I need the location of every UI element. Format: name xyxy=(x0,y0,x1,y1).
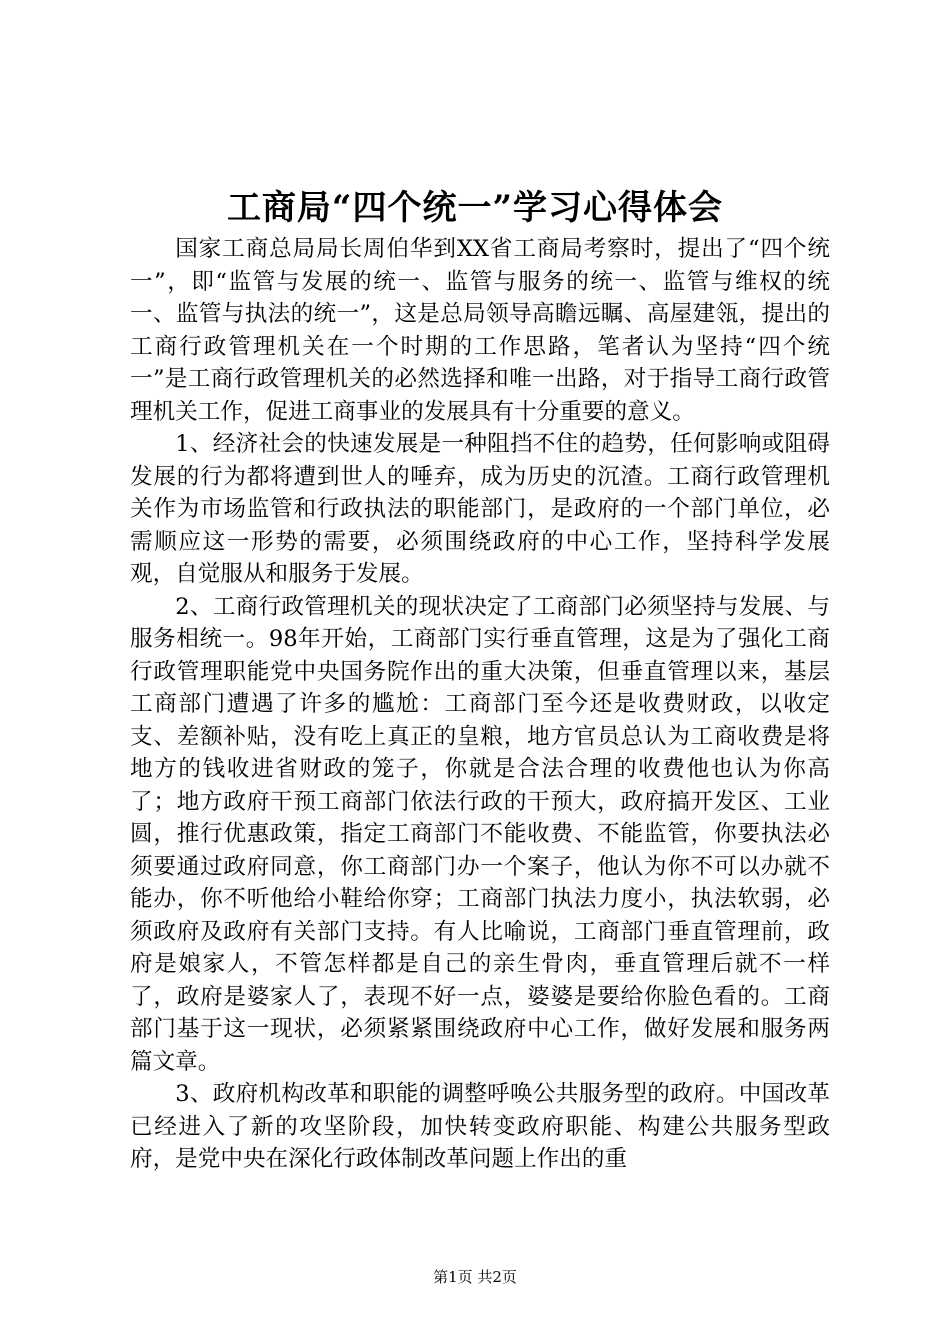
page-number-footer: 第1页 共2页 xyxy=(433,1268,517,1286)
paragraph-intro: 国家工商总局局长周伯华到XX省工商局考察时，提出了“四个统一”，即“监管与发展的统一、监管与服务的统一、监管与维权的统一、监管与执法的统一”，这是总局领导高瞻远瞩、高屋建瓴，提出的工商行政管理机关在一个时期的工作思路，笔者认为坚持“四个统一”是工商行政管理机关的必然选择和唯一出路，对于指导工商行政管理机关工作，促进工商事业的发展具有十分重要的意义。 xyxy=(130,236,830,425)
paragraph-point-1: 1、经济社会的快速发展是一种阻挡不住的趋势，任何影响或阻碍发展的行为都将遭到世人的唾弃，成为历史的沉渣。工商行政管理机关作为市场监管和行政执法的职能部门，是政府的一个部门单位，必需顺应这一形势的需要，必须围绕政府的中心工作，坚持科学发展观，自觉服从和服务于发展。 xyxy=(130,431,830,587)
paragraph-point-2: 2、工商行政管理机关的现状决定了工商部门必须坚持与发展、与服务相统一。98年开始，工商部门实行垂直管理，这是为了强化工商行政管理职能党中央国务院作出的重大决策，但垂直管理以来，基层工商部门遭遇了许多的尴尬：工商部门至今还是收费财政，以收定支、差额补贴，没有吃上真正的皇粮，地方官员总认为工商收费是将地方的钱收进省财政的笼子，你就是合法合理的收费他也认为你高了；地方政府干预工商部门依法行政的干预大，政府搞开发区、工业圆，推行优惠政策，指定工商部门不能收费、不能监管，你要执法必须要通过政府同意，你工商部门办一个案子，他认为你不可以办就不能办，你不听他给小鞋给你穿；工商部门执法力度小，执法软弱，必须政府及政府有关部门支持。有人比喻说，工商部门垂直管理前，政府是娘家人，不管怎样都是自己的亲生骨肉，垂直管理后就不一样了，政府是婆家人了，表现不好一点，婆婆是要给你脸色看的。工商部门基于这一现状，必须紧紧围绕政府中心工作，做好发展和服务两篇文章。 xyxy=(130,593,830,1075)
paragraph-point-3: 3、政府机构改革和职能的调整呼唤公共服务型的政府。中国改革已经进入了新的攻坚阶段，加快转变政府职能、构建公共服务型政府，是党中央在深化行政体制改革问题上作出的重 xyxy=(130,1081,830,1172)
document-body xyxy=(130,233,830,1176)
document-title: 工商局“四个统一”学习心得体会 xyxy=(226,188,724,228)
